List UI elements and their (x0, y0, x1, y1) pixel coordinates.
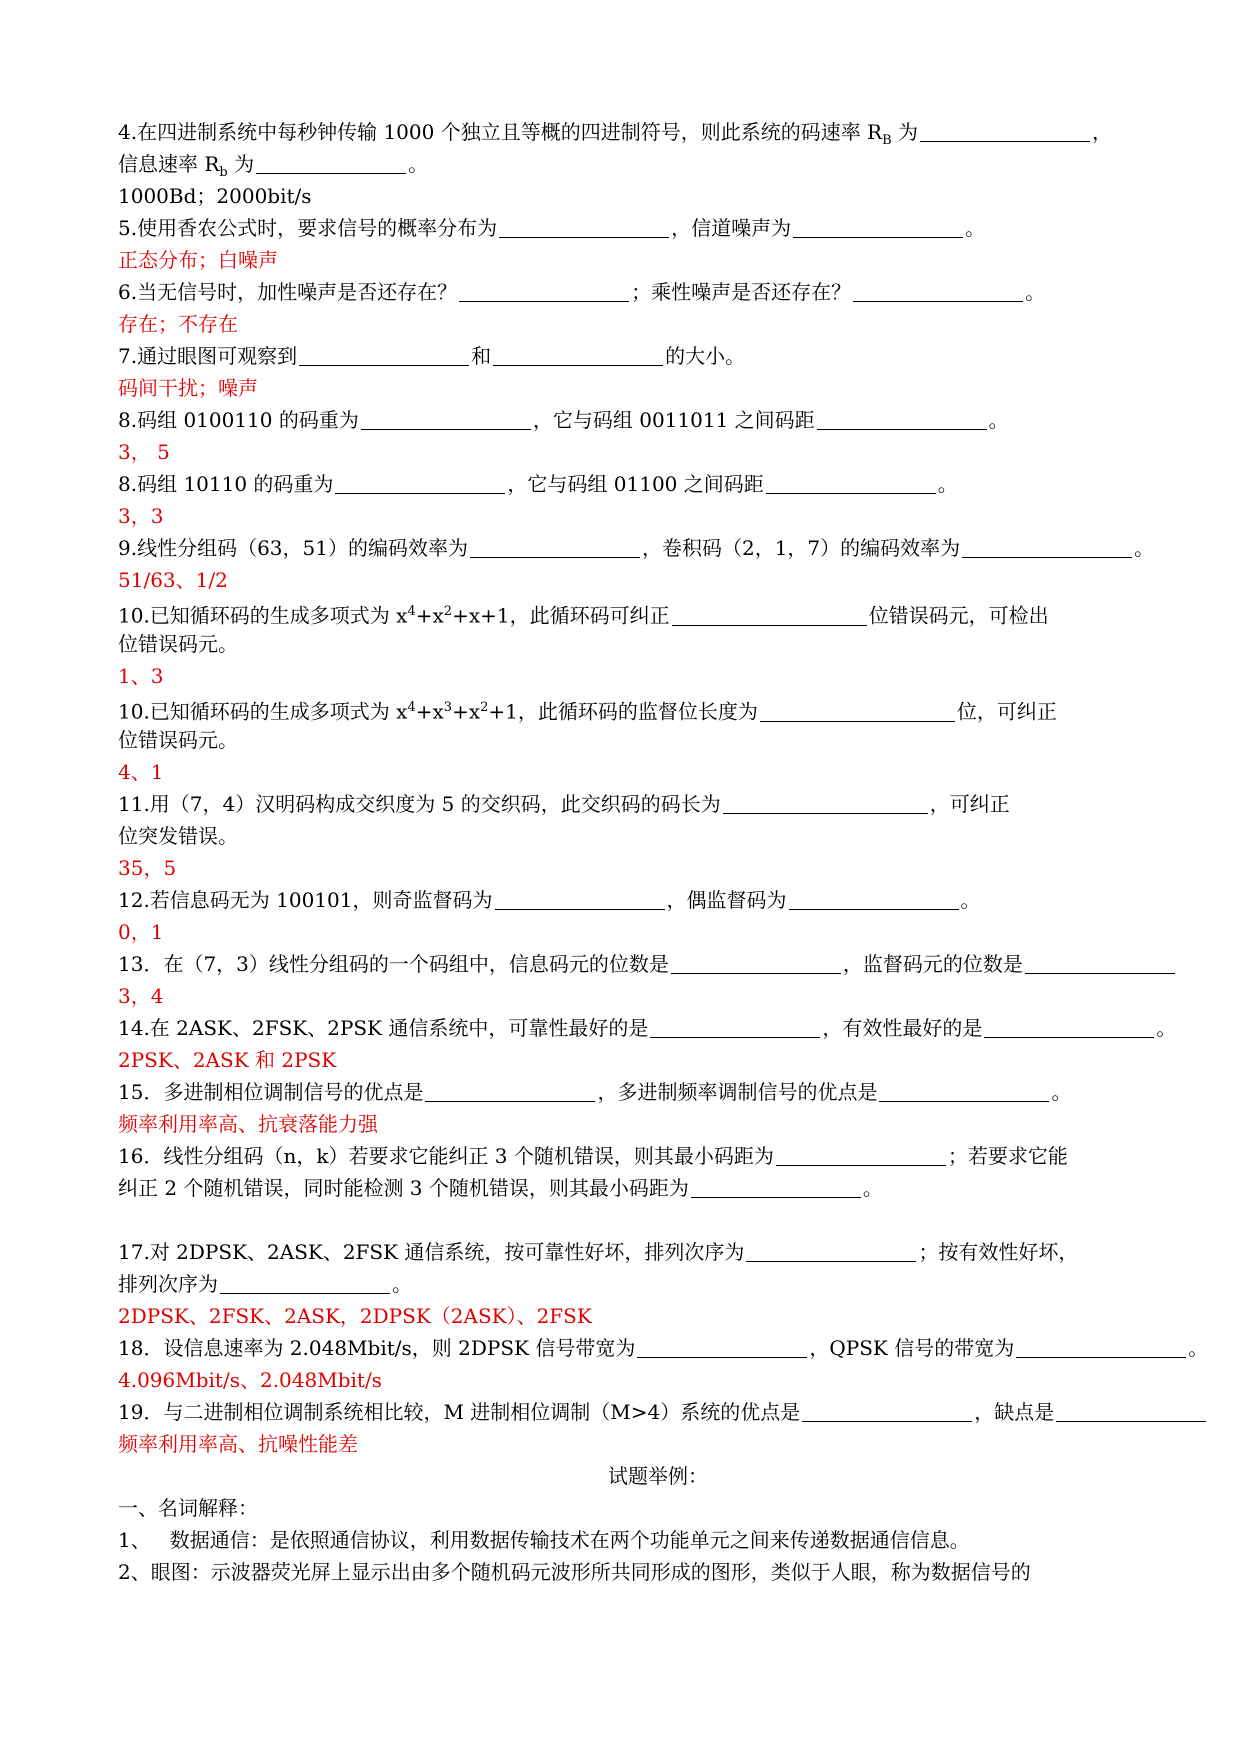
question-17-line-1: 17.对 2DPSK、2ASK、2FSK 通信系统，按可靠性好坏，排列次序为 ；按有效性好坏， (118, 1240, 1079, 1264)
definition-item-2: 2、眼图：示波器荧光屏上显示出由多个随机码元波形所共同形成的图形，类似于人眼，称为数据信号的 (118, 1560, 1031, 1584)
question-14: 14.在 2ASK、2FSK、2PSK 通信系统中，可靠性最好的是 ，有效性最好的是 。 (118, 1016, 1177, 1040)
definition-item-1: 1、 数据通信：是依照通信协议，利用数据传输技术在两个功能单元之间来传递数据通信信息。 (118, 1528, 970, 1552)
question-17-answer: 2DPSK、2FSK、2ASK，2DPSK（2ASK）、2FSK (118, 1304, 592, 1328)
answer-blank (220, 1273, 390, 1294)
section-heading: 一、名词解释： (118, 1496, 258, 1520)
answer-blank (256, 153, 406, 174)
question-18-answer: 4.096Mbit/s、2.048Mbit/s (118, 1368, 382, 1392)
question-6: 6.当无信号时，加性噪声是否还存在？ ；乘性噪声是否还存在？ 。 (118, 280, 1046, 304)
question-4-answer: 1000Bd；2000bit/s (118, 184, 312, 208)
question-10b-answer: 4、1 (118, 760, 164, 784)
answer-blank (299, 345, 469, 366)
question-10a-answer: 1、3 (118, 664, 164, 688)
question-9-answer: 51/63、1/2 (118, 568, 228, 592)
question-10b-line-2: 位错误码元。 (118, 728, 238, 752)
answer-blank (984, 1017, 1154, 1038)
question-9: 9.线性分组码（63，51）的编码效率为 ，卷积码（2，1，7）的编码效率为 。 (118, 536, 1155, 560)
answer-blank (853, 281, 1023, 302)
answer-blank (691, 1177, 861, 1198)
answer-blank (499, 217, 669, 238)
question-10a-line-2: 位错误码元。 (118, 632, 238, 656)
question-4-line-1: 4.在四进制系统中每秒钟传输 1000 个独立且等概的四进制符号，则此系统的码速率 $R_B$ 为 ， (118, 120, 1113, 148)
answer-blank (920, 121, 1090, 142)
answer-blank (361, 409, 531, 430)
answer-blank (495, 889, 665, 910)
question-19: 19．与二进制相位调制系统相比较，M 进制相位调制（M>4）系统的优点是 ，缺点是 (118, 1396, 1238, 1428)
answer-blank (793, 217, 963, 238)
question-5-answer: 正态分布；白噪声 (118, 248, 278, 272)
answer-blank (879, 1081, 1049, 1102)
question-13: 13．在（7，3）线性分组码的一个码组中，信息码元的位数是 ，监督码元的位数是 (118, 948, 1238, 980)
question-8a-answer: 3， 5 (118, 440, 170, 464)
question-19-answer: 频率利用率高、抗噪性能差 (118, 1432, 358, 1456)
answer-blank (650, 1017, 820, 1038)
question-7-answer: 码间干扰；噪声 (118, 376, 258, 400)
answer-blank (766, 473, 936, 494)
question-15-answer: 频率利用率高、抗衰落能力强 (118, 1112, 378, 1136)
question-7: 7.通过眼图可观察到 和 的大小。 (118, 344, 746, 368)
question-8a: 8.码组 0100110 的码重为 ，它与码组 0011011 之间码距 。 (118, 408, 1009, 432)
answer-blank (760, 701, 955, 722)
answer-blank (1056, 1401, 1206, 1422)
question-5: 5.使用香农公式时，要求信号的概率分布为 ，信道噪声为 。 (118, 216, 986, 240)
question-10b-line-1: 10.已知循环码的生成多项式为 $x^4+x^3+x^2+1$，此循环码的监督位长度为 位，可纠正 (118, 699, 1057, 724)
question-12-answer: 0，1 (118, 920, 164, 944)
answer-blank (1016, 1337, 1186, 1358)
answer-blank (776, 1145, 946, 1166)
answer-blank (789, 889, 959, 910)
answer-blank (672, 605, 867, 626)
question-13-answer: 3，4 (118, 984, 164, 1008)
answer-blank (746, 1241, 916, 1262)
spacer (118, 1204, 1238, 1236)
question-15: 15．多进制相位调制信号的优点是 ，多进制频率调制信号的优点是 。 (118, 1080, 1072, 1104)
question-16-line-1: 16．线性分组码（n，k）若要求它能纠正 3 个随机错误，则其最小码距为 ；若要求它能 (118, 1144, 1068, 1168)
question-8b-answer: 3，3 (118, 504, 164, 528)
question-11-answer: 35，5 (118, 856, 177, 880)
question-16-line-2: 纠正 2 个随机错误，同时能检测 3 个随机错误，则其最小码距为 。 (118, 1176, 883, 1200)
answer-blank (335, 473, 505, 494)
answer-blank (470, 537, 640, 558)
answer-blank (459, 281, 629, 302)
answer-blank (723, 793, 928, 814)
answer-blank (425, 1081, 595, 1102)
question-14-answer: 2PSK、2ASK 和 2PSK (118, 1048, 337, 1072)
document-body (118, 116, 1238, 1588)
question-12: 12.若信息码无为 100101，则奇监督码为 ，偶监督码为 。 (118, 888, 981, 912)
answer-blank (1025, 953, 1175, 974)
answer-blank (802, 1401, 972, 1422)
answer-blank (671, 953, 841, 974)
question-8b: 8.码组 10110 的码重为 ，它与码组 01100 之间码距 。 (118, 472, 958, 496)
answer-blank (493, 345, 663, 366)
question-17-line-2: 排列次序为 。 (118, 1272, 412, 1296)
question-18: 18．设信息速率为 2.048Mbit/s，则 2DPSK 信号带宽为 ，QPSK 信号的带宽为 。 (118, 1336, 1209, 1360)
answer-blank (637, 1337, 807, 1358)
question-11-line-1: 11.用（7，4）汉明码构成交织度为 5 的交织码，此交织码的码长为 ，可纠正 (118, 792, 1010, 816)
question-10a-line-1: 10.已知循环码的生成多项式为 $x^4+x^2+x+1$，此循环码可纠正 位错误码元，可检出 (118, 603, 1049, 628)
question-11-line-2: 位突发错误。 (118, 824, 238, 848)
question-6-answer: 存在；不存在 (118, 312, 238, 336)
question-4-line-2: 信息速率 $R_b$ 为 。 (118, 152, 429, 180)
examples-title: 试题举例： (608, 1464, 708, 1488)
answer-blank (962, 537, 1132, 558)
answer-blank (817, 409, 987, 430)
